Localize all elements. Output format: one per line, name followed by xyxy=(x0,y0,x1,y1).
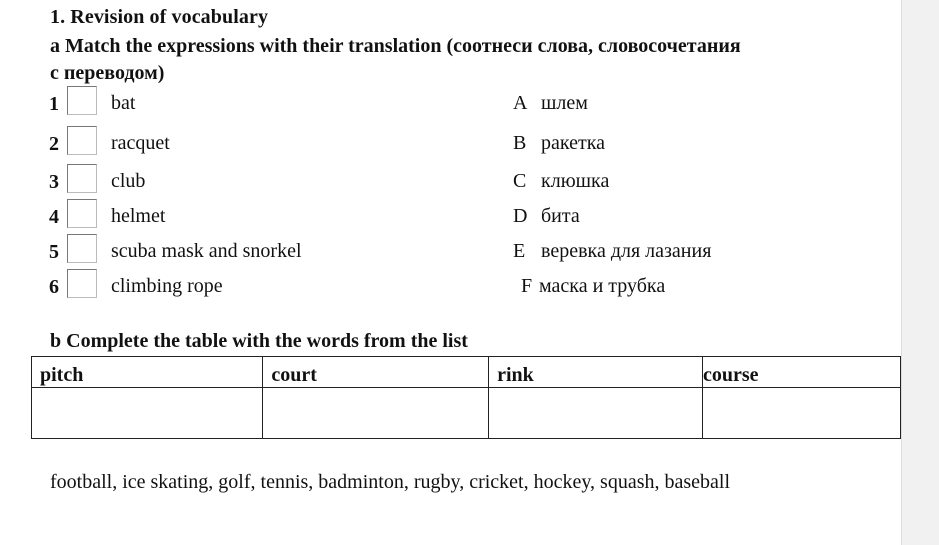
answer-checkbox-2[interactable] xyxy=(67,126,97,155)
item-number: 1 xyxy=(49,93,59,115)
word-list: football, ice skating, golf, tennis, badminton, rugby, cricket, hockey, squash, baseball xyxy=(50,471,731,493)
option-letter: E xyxy=(513,240,526,262)
match-row-2 xyxy=(0,126,901,160)
table-header-row xyxy=(32,357,901,388)
section-title: 1. Revision of vocabulary xyxy=(50,6,269,28)
russian-translation: шлем xyxy=(541,92,588,114)
sports-venue-table xyxy=(31,356,901,439)
table-header-pitch: pitch xyxy=(32,357,263,388)
table-answer-row xyxy=(32,388,901,439)
english-term: scuba mask and snorkel xyxy=(111,240,302,262)
english-term: racquet xyxy=(111,132,170,154)
russian-translation: ракетка xyxy=(541,132,606,154)
part-b-instruction: b Complete the table with the words from the list xyxy=(50,330,468,352)
answer-checkbox-1[interactable] xyxy=(67,86,97,115)
match-row-3 xyxy=(0,164,901,198)
answer-cell-course[interactable] xyxy=(702,388,900,439)
item-number: 5 xyxy=(49,241,59,263)
russian-translation: маска и трубка xyxy=(539,275,666,297)
item-number: 4 xyxy=(49,206,59,228)
table-header-court: court xyxy=(263,357,489,388)
option-letter: B xyxy=(513,132,527,154)
option-letter: C xyxy=(513,170,527,192)
answer-checkbox-6[interactable] xyxy=(67,269,97,298)
part-a-instruction: a Match the expressions with their translation (соотнеси слова, словосочетания с переводом) xyxy=(50,35,741,84)
table-header-rink: rink xyxy=(489,357,703,388)
english-term: climbing rope xyxy=(111,275,223,297)
russian-translation: бита xyxy=(541,205,580,227)
option-letter: F xyxy=(521,275,533,297)
scroll-gutter xyxy=(901,0,939,545)
item-number: 2 xyxy=(49,133,59,155)
answer-checkbox-3[interactable] xyxy=(67,164,97,193)
match-row-6 xyxy=(0,269,901,303)
option-letter: A xyxy=(513,92,528,114)
answer-checkbox-4[interactable] xyxy=(67,199,97,228)
english-term: bat xyxy=(111,92,136,114)
match-row-4 xyxy=(0,199,901,233)
answer-checkbox-5[interactable] xyxy=(67,234,97,263)
english-term: helmet xyxy=(111,205,166,227)
match-row-1 xyxy=(0,86,901,120)
english-term: club xyxy=(111,170,146,192)
answer-cell-pitch[interactable] xyxy=(32,388,263,439)
match-row-5 xyxy=(0,234,901,268)
table-header-course: course xyxy=(702,357,900,388)
option-letter: D xyxy=(513,205,528,227)
russian-translation: клюшка xyxy=(541,170,610,192)
answer-cell-rink[interactable] xyxy=(489,388,703,439)
answer-cell-court[interactable] xyxy=(263,388,489,439)
russian-translation: веревка для лазания xyxy=(541,240,712,262)
item-number: 3 xyxy=(49,171,59,193)
item-number: 6 xyxy=(49,276,59,298)
